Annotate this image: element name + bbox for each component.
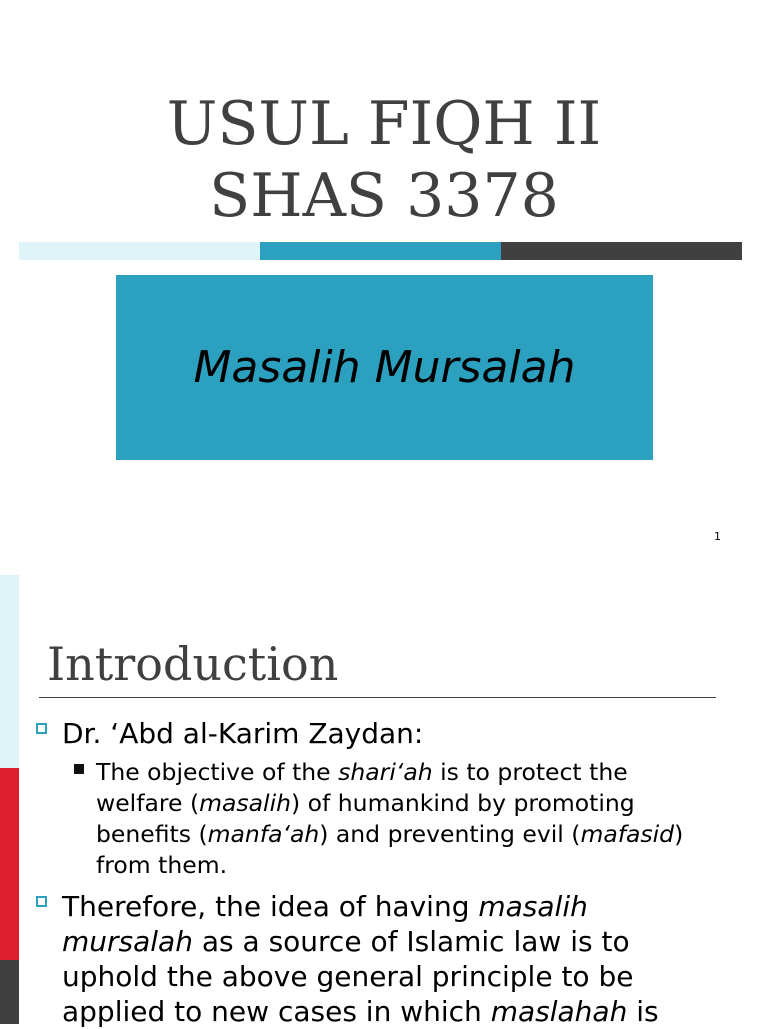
bullet-1-text: Dr. ‘Abd al-Karim Zaydan: xyxy=(62,717,424,750)
side-bar-red xyxy=(0,768,19,960)
sub-bullet-line-3: benefits (manfa‘ah) and preventing evil (mafasid) xyxy=(96,820,684,848)
side-bar-dark xyxy=(0,960,19,1024)
slide-heading: Introduction xyxy=(47,637,339,691)
sub-bullet-text xyxy=(96,757,746,881)
bullet-2-line-4: applied to new cases in which maslahah is xyxy=(62,995,659,1028)
decor-band-light xyxy=(19,242,260,260)
bullet-2-text xyxy=(62,889,659,1029)
content-slide xyxy=(0,575,768,1028)
decor-band-teal xyxy=(260,242,501,260)
bullet-2-line-2: mursalah as a source of Islamic law is to xyxy=(62,925,630,958)
title-line-1: USUL FIQH II xyxy=(166,89,602,159)
bullet-2-line-1: Therefore, the idea of having masalih xyxy=(62,890,588,923)
sub-bullet-line-2: welfare (masalih) of humankind by promoting xyxy=(96,789,635,817)
slide-subtitle: Masalih Mursalah xyxy=(193,342,576,393)
slide-title xyxy=(0,88,768,232)
filled-square-bullet-icon xyxy=(74,764,84,774)
decor-band-dark xyxy=(501,242,742,260)
bullet-2-line-3: uphold the above general principle to be xyxy=(62,960,634,993)
hollow-square-bullet-icon xyxy=(36,896,47,907)
page-number: 1 xyxy=(714,530,721,543)
sub-bullet-line-4: from them. xyxy=(96,851,228,879)
side-bar-light xyxy=(0,575,19,768)
sub-bullet-line-1: The objective of the shari‘ah is to protect the xyxy=(96,758,628,786)
heading-divider xyxy=(39,697,716,698)
subtitle-box xyxy=(116,275,653,460)
hollow-square-bullet-icon xyxy=(36,723,47,734)
title-line-2: SHAS 3378 xyxy=(209,161,559,231)
